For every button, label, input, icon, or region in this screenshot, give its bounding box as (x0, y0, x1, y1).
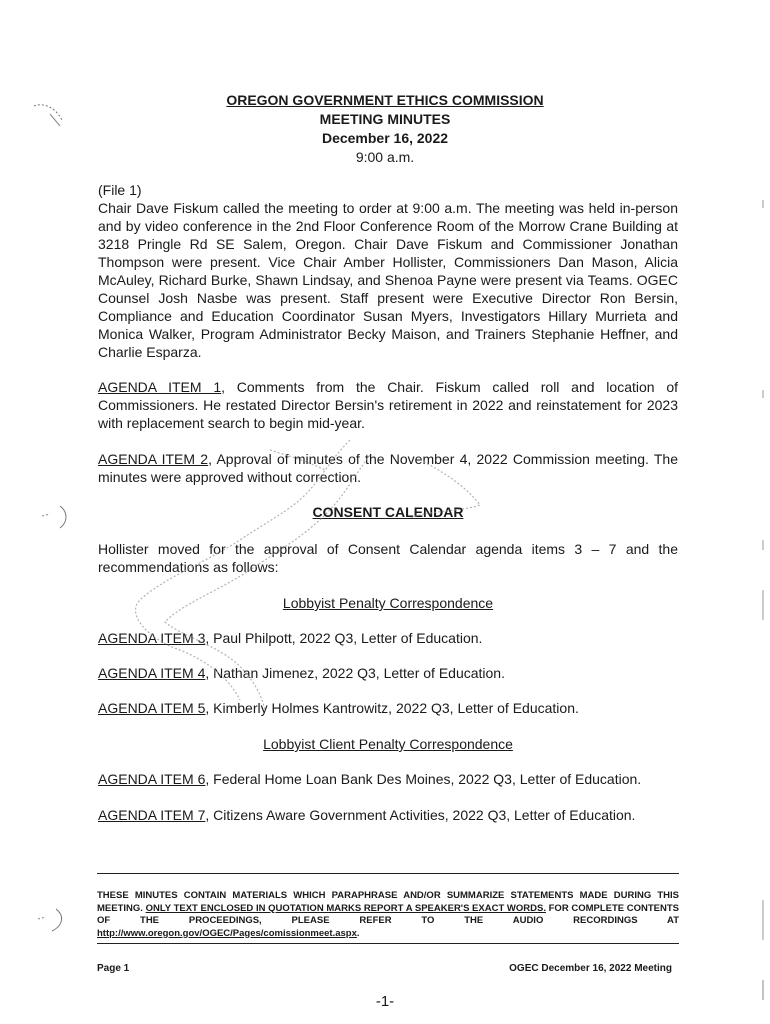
page-number: -1- (375, 993, 395, 1010)
agenda-item-4 (98, 664, 698, 682)
agenda-item-5 (98, 699, 698, 717)
meeting-time: 9:00 a.m. (355, 149, 415, 165)
disclaimer-quote-rule: ONLY TEXT ENCLOSED IN QUOTATION MARKS REPORT A SPEAKER'S EXACT WORDS. (145, 902, 546, 914)
agenda-item-3-label: AGENDA ITEM 3 (98, 630, 206, 646)
document-header (0, 91, 770, 167)
file-label: (File 1) (98, 182, 142, 198)
consent-calendar-heading: CONSENT CALENDAR (312, 504, 464, 520)
edge-marks-right (758, 180, 768, 1010)
agenda-item-3-text: , Paul Philpott, 2022 Q3, Letter of Education. (205, 630, 483, 646)
agenda-item-1 (98, 378, 678, 432)
agenda-item-7-text: , Citizens Aware Government Activities, 2022 Q3, Letter of Education. (205, 807, 636, 823)
agenda-item-6-text: , Federal Home Loan Bank Des Moines, 2022 Q3, Letter of Education. (205, 771, 642, 787)
lobbyist-penalty-heading: Lobbyist Penalty Correspondence (282, 595, 494, 611)
agenda-item-3 (98, 629, 698, 647)
agenda-item-5-text: , Kimberly Holmes Kantrowitz, 2022 Q3, Letter of Education. (205, 700, 579, 716)
intro-paragraph: Chair Dave Fiskum called the meeting to order at 9:00 a.m. The meeting was held in-person and by video conference in the 2nd Floor Conference Room of the Morrow Crane Building at 3218 Pringle Rd SE Salem, Oregon. Chair Dave Fiskum and Commissioner Jonathan Thompson were present. Vice Chair Amber Hollister, Commissioners Dan Mason, Alicia McAuley, Richard Burke, Shawn Lindsay, and Shenoa Payne were present via Teams. OGEC Counsel Josh Nasbe was present. Staff present were Executive Director Ron Bersin, Compliance and Education Coordinator Susan Myers, Investigators Hillary Murrieta and Monica Walker, Program Administrator Becky Maison, and Trainers Stephanie Heffner, and Charlie Esparza. (98, 200, 678, 360)
agenda-item-1-label: AGENDA ITEM 1 (98, 379, 222, 395)
agenda-item-5-label: AGENDA ITEM 5 (98, 700, 206, 716)
agenda-item-2-label: AGENDA ITEM 2 (98, 451, 209, 467)
doc-type: MEETING MINUTES (319, 111, 451, 127)
org-title: OREGON GOVERNMENT ETHICS COMMISSION (226, 92, 544, 108)
footer-disclaimer (97, 890, 679, 940)
footer-rule-top (97, 873, 679, 874)
meeting-date: December 16, 2022 (321, 130, 449, 146)
client-penalty-heading: Lobbyist Client Penalty Correspondence (263, 736, 513, 752)
disclaimer-part-c: FOR COMPLETE CONTENTS OF THE PROCEEDINGS, PLEASE REFER TO THE AUDIO RECORDINGS AT (97, 902, 680, 926)
footer-rule-bottom (97, 943, 679, 944)
agenda-item-6 (98, 770, 698, 788)
agenda-item-7-label: AGENDA ITEM 7 (98, 807, 206, 823)
agenda-item-4-label: AGENDA ITEM 4 (98, 665, 206, 681)
agenda-item-4-text: , Nathan Jimenez, 2022 Q3, Letter of Education. (205, 665, 505, 681)
punch-mark-middle (38, 502, 72, 532)
disclaimer-part-a: THESE MINUTES CONTAIN MATERIALS WHICH PARAPHRASE AND/OR SUMMARIZE STATEMENTS MADE DURING THIS MEETING. (97, 890, 679, 914)
punch-mark-bottom (34, 905, 68, 935)
consent-motion: Hollister moved for the approval of Consent Calendar agenda items 3 – 7 and the recommendations as follows: (98, 541, 678, 575)
agenda-item-1-text: , Comments from the Chair. Fiskum called roll and location of Commissioners. He restated Director Bersin's retirement in 2022 and reinstatement for 2023 with replacement search to begin mid-year. (98, 379, 678, 431)
agenda-item-6-label: AGENDA ITEM 6 (98, 771, 206, 787)
meeting-label: OGEC December 16, 2022 Meeting (509, 963, 672, 974)
audio-recordings-link[interactable]: http://www.oregon.gov/OGEC/Pages/comissionmeet.aspx (97, 927, 357, 939)
page-label: Page 1 (97, 963, 130, 974)
disclaimer-end: . (356, 927, 360, 939)
agenda-item-7 (98, 806, 698, 824)
agenda-item-2-text: , Approval of minutes of the November 4, 2022 Commission meeting. The minutes were approved without correction. (98, 451, 678, 485)
agenda-item-2 (98, 450, 678, 486)
